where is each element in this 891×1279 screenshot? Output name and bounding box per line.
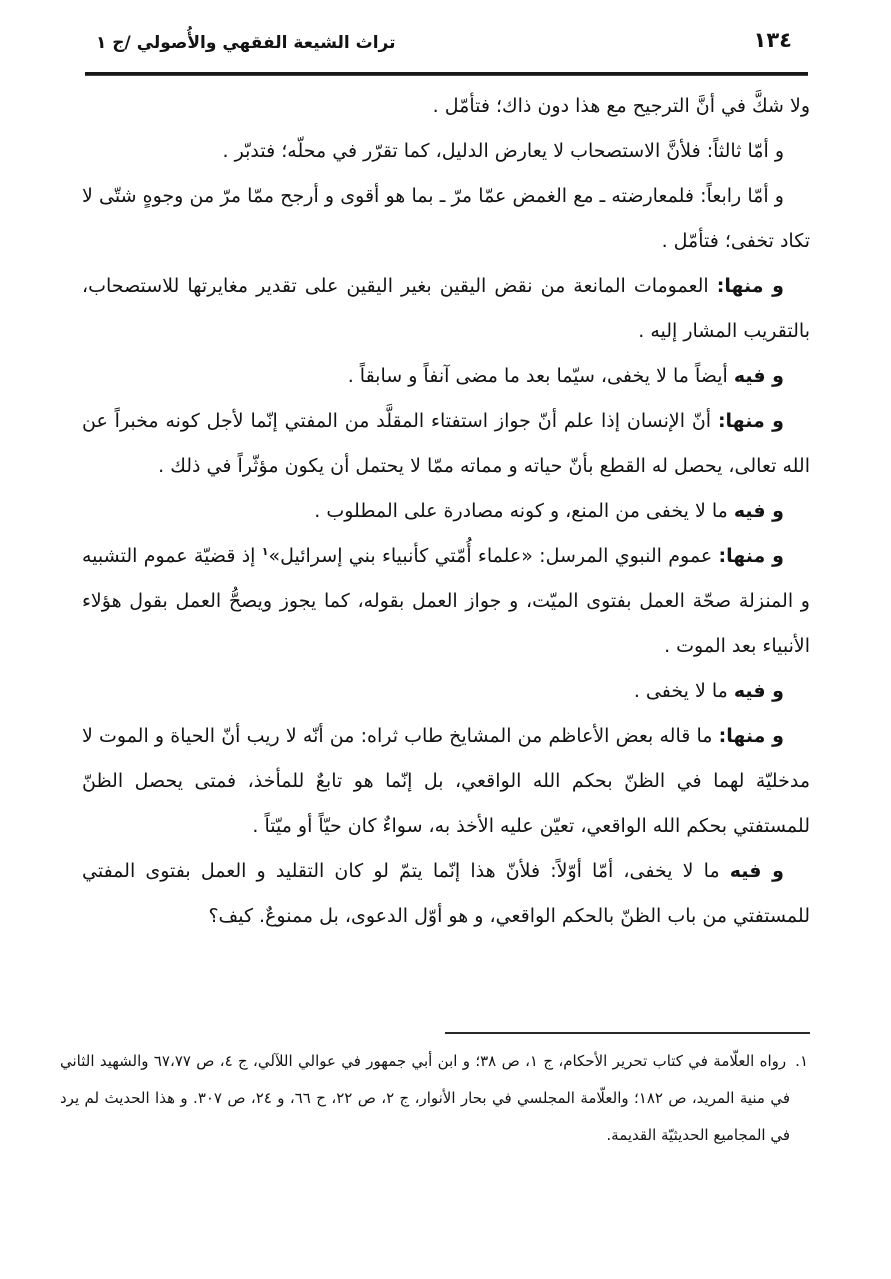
paragraph (82, 264, 810, 354)
paragraph (82, 669, 810, 714)
footnotes-section (60, 1043, 808, 1154)
paragraph (82, 489, 810, 534)
paragraph (82, 354, 810, 399)
paragraph-lead: و فيه (733, 365, 784, 387)
paragraph-lead: و منها: (718, 545, 784, 567)
footnote-separator (445, 1032, 810, 1034)
footnote-text: رواه العلّامة في كتاب تحرير الأحكام، ج ١، ص ٣٨؛ و ابن أبي جمهور في عوالي اللآلي، ج ٤، ص ٦٧،٧٧ والشهيد الثاني في منية المريد، ص ١٨٢؛ والعلّامة المجلسي في بحار الأنوار، ج ٢، ص ٢٢، ح ٦٦، و ٢٤، ص ٣٠٧. و هذا الحديث لم يرد في المجاميع الحديثيّة القديمة. (60, 1052, 791, 1144)
page-number: ١٣٤ (753, 28, 792, 52)
paragraph-lead: و منها: (717, 410, 784, 432)
paragraph-text: ما لا يخفى، أمّا أوّلاً: فلأنّ هذا إنّما يتمّ لو كان التقليد و العمل بفتوى المفتي للمستفتي من باب الظنّ بالحكم الواقعي، و هو أوّل الدعوى، بل ممنوعٌ. كيف؟ (82, 860, 810, 927)
paragraph-lead: و فيه (733, 500, 784, 522)
page-body (82, 84, 810, 939)
paragraph-text: ولا شكَّ في أنَّ الترجيح مع هذا دون ذاك؛ فتأمّل . (432, 95, 810, 117)
book-title: تراث الشيعة الفقهي والأُصولي /ج ١ (96, 33, 396, 53)
paragraph (82, 849, 810, 939)
paragraph-text: أيضاً ما لا يخفى، سيّما بعد ما مضى آنفاً و سابقاً . (347, 365, 734, 387)
footnote (60, 1043, 808, 1154)
paragraph (82, 534, 810, 669)
paragraph-text: عموم النبوي المرسل: «علماء أُمّتي كأنبياء بني إسرائيل» (268, 545, 719, 567)
paragraph-lead: و فيه (729, 860, 784, 882)
paragraph-lead: و فيه (733, 680, 784, 702)
paragraph-text: ما قاله بعض الأعاظم من المشايخ طاب ثراه: من أنّه لا ريب أنّ الحياة و الموت لا مدخليّة لهما في الظنّ بحكم الله الواقعي، بل إنّما هو تابعٌ للمأخذ، فمتى يحصل الظنّ للمستفتي بحكم الله الواقعي، تعيّن عليه الأخذ به، سواءٌ كان حيّاً أو ميّتاً . (82, 725, 810, 837)
paragraph (82, 714, 810, 849)
header-rule (85, 72, 808, 76)
paragraph-lead: و منها: (718, 725, 784, 747)
paragraph (82, 84, 810, 129)
paragraph-text: العمومات المانعة من نقض اليقين بغير اليقين على تقدير مغايرتها للاستصحاب، بالتقريب المشار إليه . (82, 275, 810, 342)
paragraph-text: ما لا يخفى من المنع، و كونه مصادرة على المطلوب . (314, 500, 734, 522)
footnote-number: ١. (795, 1052, 809, 1070)
paragraph-text: و أمّا رابعاً: فلمعارضته ـ مع الغمض عمّا مرّ ـ بما هو أقوى و أرجح ممّا مرّ من وجوهٍ شتّى لا تكاد تخفى؛ فتأمّل . (82, 185, 810, 252)
paragraph (82, 174, 810, 264)
paragraph-text: و أمّا ثالثاً: فلأنَّ الاستصحاب لا يعارض الدليل، كما تقرّر في محلّه؛ فتدبّر . (222, 140, 784, 162)
paragraph (82, 399, 810, 489)
paragraph (82, 129, 810, 174)
paragraph-text: إذ قضيّة عموم التشبيه و المنزلة صحّة العمل بفتوى الميّت، و جواز العمل بقوله، كما يجوز ويصحُّ العمل بقول هؤلاء الأنبياء بعد الموت . (82, 545, 810, 657)
paragraph-text: أنّ الإنسان إذا علم أنّ جواز استفتاء المقلَّد من المفتي إنّما لأجل كونه مخبراً عن الله تعالى، يحصل له القطع بأنّ حياته و مماته ممّا لا يحتمل أن يكون مؤثّراً في ذلك . (82, 410, 810, 477)
footnote-ref-1: ١ (261, 545, 269, 558)
paragraph-text: ما لا يخفى . (633, 680, 734, 702)
paragraph-lead: و منها: (716, 275, 784, 297)
